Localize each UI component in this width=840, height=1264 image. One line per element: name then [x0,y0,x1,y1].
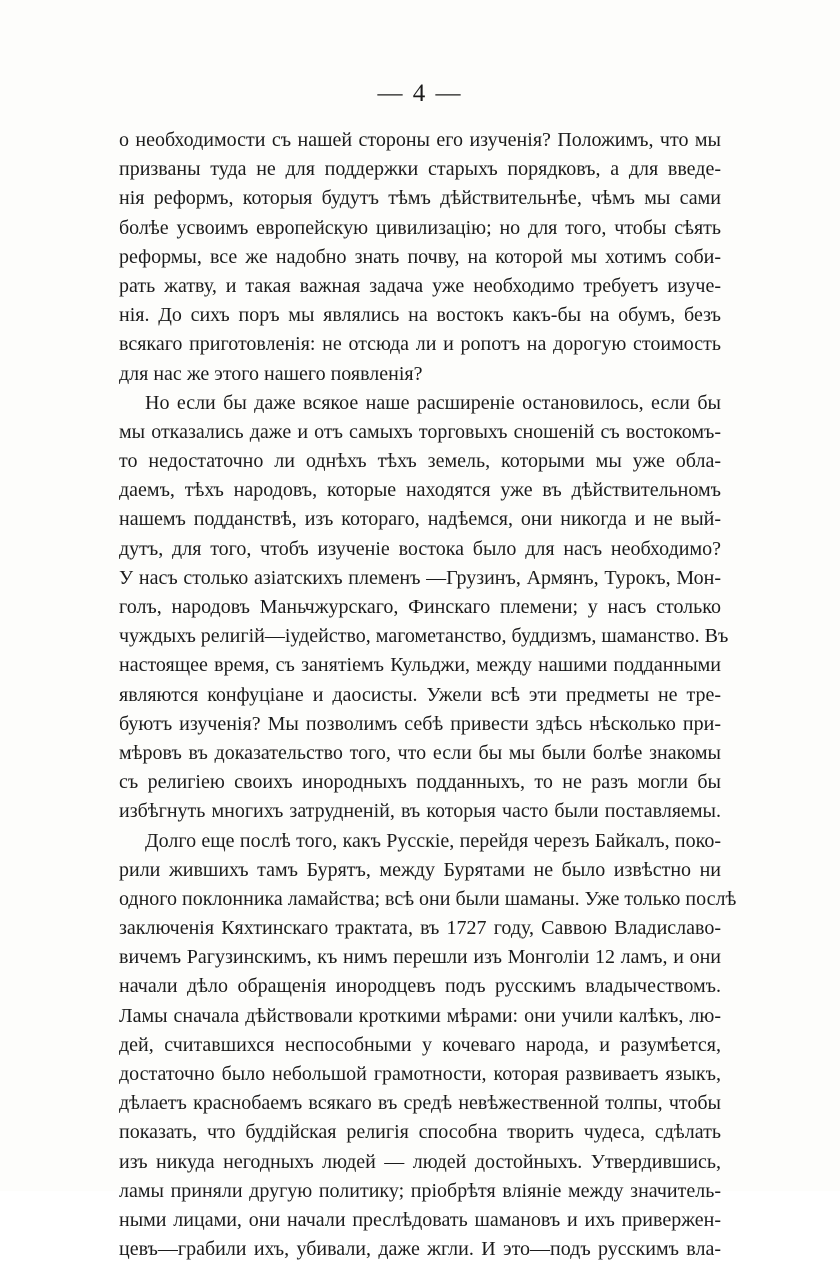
text-line: нія. До сихъ поръ мы являлись на востокъ какъ-бы на обумъ, безъ [119,301,721,330]
text-line: то недостаточно ли однѣхъ тѣхъ земель, которыми мы уже обла- [119,447,721,476]
body-text [119,126,721,1264]
text-line: заключенія Кяхтинскаго трактата, въ 1727 году, Саввою Владиславо- [119,914,721,943]
text-line: являются конфуціане и даосисты. Ужели всѣ эти предметы не тре- [119,681,721,710]
text-line: чуждыхъ религій—іудейство, магометанство, буддизмъ, шаманство. Въ [119,622,721,651]
text-line: изъ никуда негодныхъ людей — людей достойныхъ. Утвердившись, [119,1148,721,1177]
text-line: показать, что буддійская религія способна творить чудеса, сдѣлать [119,1118,721,1147]
text-line: всякаго приготовленія: не отсюда ли и ропотъ на дорогую стоимость [119,330,721,359]
text-line: избѣгнуть многихъ затрудненій, въ которыя часто были поставляемы. [119,797,721,826]
text-line: У насъ столько азіатскихъ племенъ —Грузинъ, Армянъ, Турокъ, Мон- [119,564,721,593]
text-line: для нас же этого нашего появленія? [119,360,721,389]
page-number: — 4 — [0,80,840,108]
text-line: мы отказались даже и отъ самыхъ торговыхъ сношеній съ востокомъ- [119,418,721,447]
text-line: мѣровъ въ доказательство того, что если бы мы были болѣе знакомы [119,739,721,768]
text-line: настоящее время, съ занятіемъ Кульджи, между нашими подданными [119,651,721,680]
text-line: цевъ—грабили ихъ, убивали, даже жгли. И это—подъ русскимъ вла- [119,1235,721,1264]
text-line: ными лицами, они начали преслѣдовать шамановъ и ихъ привержен- [119,1206,721,1235]
text-line: начали дѣло обращенія инородцевъ подъ русскимъ владычествомъ. [119,972,721,1001]
text-line: рать жатву, и такая важная задача уже необходимо требуетъ изуче- [119,272,721,301]
text-line: дутъ, для того, чтобъ изученіе востока было для насъ необходимо? [119,535,721,564]
text-line: Но если бы даже всякое наше расширеніе остановилось, если бы [119,389,721,418]
text-line: голъ, народовъ Маньчжурскаго, Финскаго племени; у насъ столько [119,593,721,622]
text-line: вичемъ Рагузинскимъ, къ нимъ перешли изъ Монголіи 12 ламъ, и они [119,943,721,972]
paragraph [119,827,721,1264]
paragraph [119,126,721,389]
text-line: реформы, все же надобно знать почву, на которой мы хотимъ соби- [119,243,721,272]
text-line: о необходимости съ нашей стороны его изученія? Положимъ, что мы [119,126,721,155]
text-line: нія реформъ, которыя будутъ тѣмъ дѣйствительнѣе, чѣмъ мы сами [119,184,721,213]
text-line: рили жившихъ тамъ Бурятъ, между Бурятами не было извѣстно ни [119,856,721,885]
paragraph [119,389,721,827]
text-line: Долго еще послѣ того, какъ Русскіе, перейдя черезъ Байкалъ, поко- [119,827,721,856]
text-line: призваны туда не для поддержки старыхъ порядковъ, а для введе- [119,155,721,184]
text-line: съ религіею своихъ инородныхъ подданныхъ, то не разъ могли бы [119,768,721,797]
text-line: даемъ, тѣхъ народовъ, которые находятся уже въ дѣйствительномъ [119,476,721,505]
text-line: дѣлаетъ краснобаемъ всякаго въ средѣ невѣжественной толпы, чтобы [119,1089,721,1118]
text-line: дей, считавшихся неспособными у кочеваго народа, и разумѣется, [119,1031,721,1060]
text-line: нашемъ подданствѣ, изъ котораго, надѣемся, они никогда и не вый- [119,505,721,534]
text-line: ламы приняли другую политику; пріобрѣтя вліяніе между значитель- [119,1177,721,1206]
text-line: буютъ изученія? Мы позволимъ себѣ привести здѣсь нѣсколько при- [119,710,721,739]
text-line: одного поклонника ламайства; всѣ они были шаманы. Уже только послѣ [119,885,721,914]
text-line: достаточно было небольшой грамотности, которая развиваетъ языкъ, [119,1060,721,1089]
text-line: Ламы сначала дѣйствовали кроткими мѣрами: они учили калѣкъ, лю- [119,1002,721,1031]
text-line: болѣе усвоимъ европейскую цивилизацію; но для того, чтобы сѣять [119,214,721,243]
